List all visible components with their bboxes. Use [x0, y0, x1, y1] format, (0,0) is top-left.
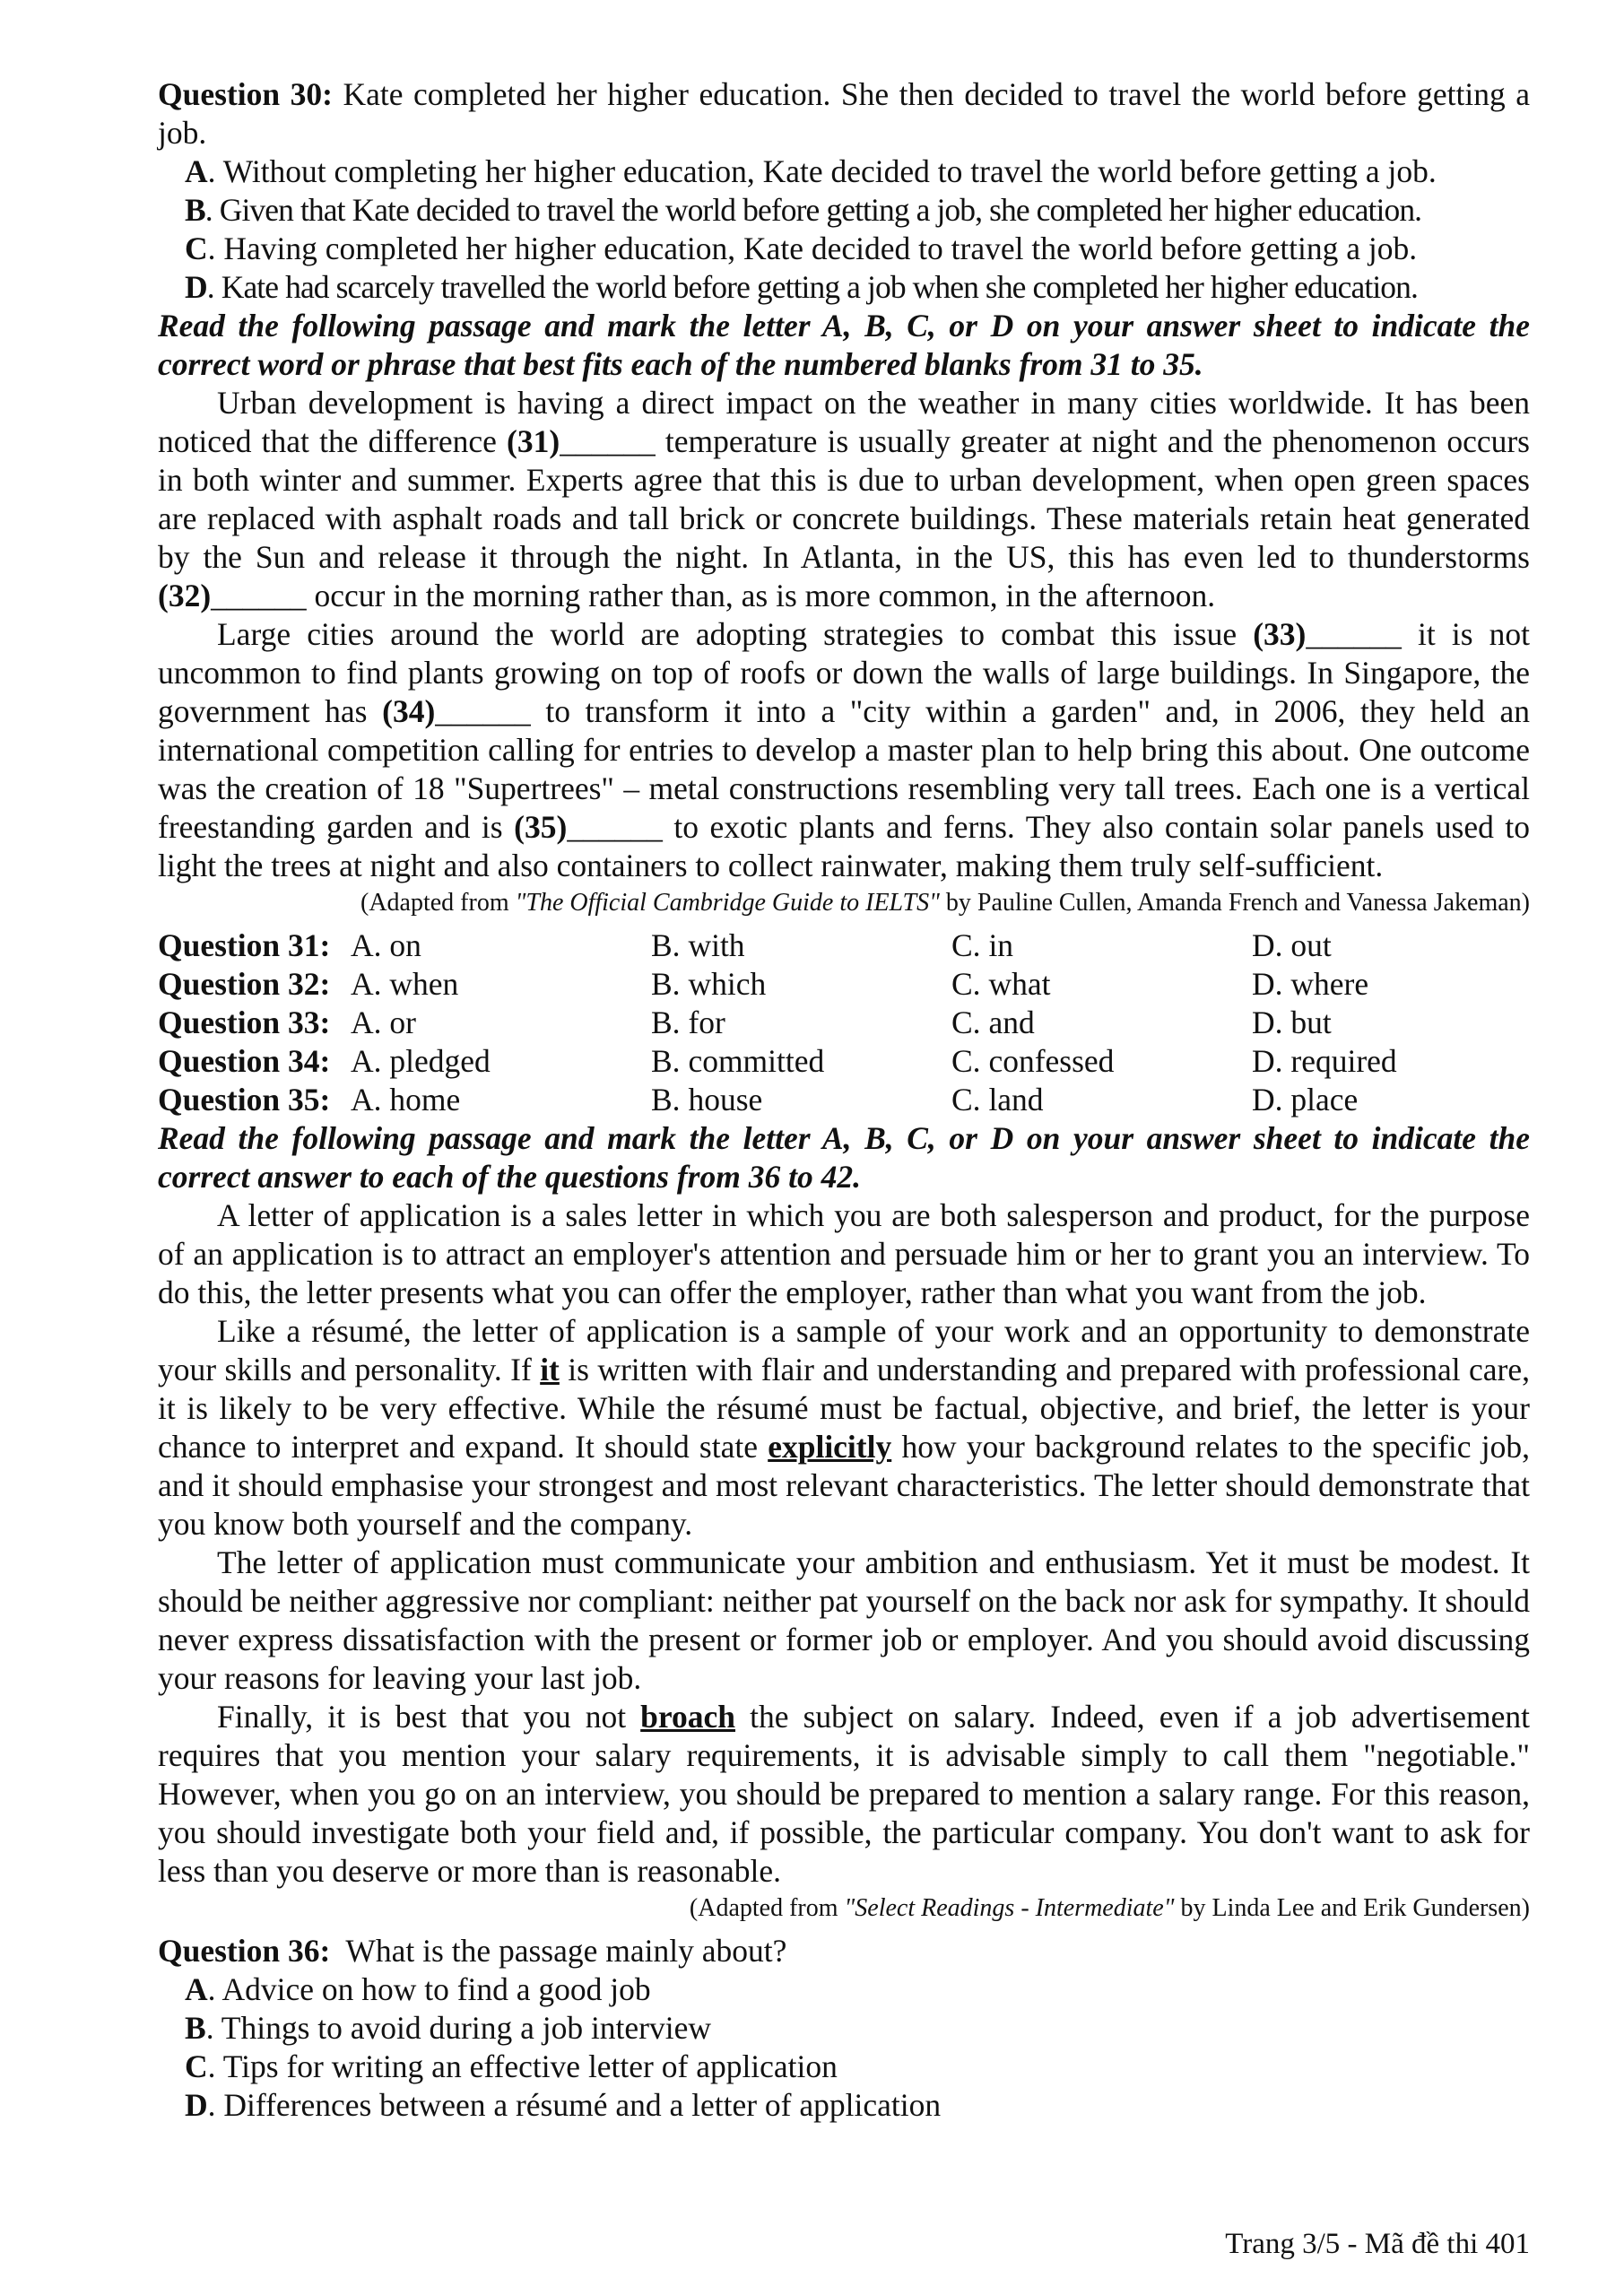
- blank-35: (35): [514, 809, 568, 845]
- keyword-it: it: [540, 1352, 560, 1387]
- question-36-option-d[interactable]: D. Differences between a résumé and a letter of application: [185, 2087, 942, 2123]
- blank-34: (34): [382, 693, 436, 729]
- question-34-row: Question 34: A. pledged B. committed C. confessed D. required: [158, 1042, 1530, 1081]
- question-36-stem: What is the passage mainly about?: [345, 1933, 787, 1969]
- question-30-option-a[interactable]: A. Without completing her higher education, Kate decided to travel the world before getting a job.: [185, 153, 1437, 189]
- passage-2-paragraph-1: A letter of application is a sales letter in which you are both salesperson and product, for the purpose of an application is to attract an employer's attention and persuade him or her to grant you an interview. To do this, the letter presents what you can offer the employer, rather than what you want from the job.: [158, 1197, 1530, 1310]
- question-36-option-b[interactable]: B. Things to avoid during a job interview: [185, 2010, 712, 2046]
- question-31-option-d[interactable]: D. out: [1252, 927, 1332, 963]
- question-36-option-c[interactable]: C. Tips for writing an effective letter of application: [185, 2048, 838, 2084]
- question-34-option-d[interactable]: D. required: [1252, 1043, 1397, 1079]
- passage-1-source: (Adapted from "The Official Cambridge Guide to IELTS" by Pauline Cullen, Amanda French and Vanessa Jakeman): [360, 889, 1530, 917]
- question-31-option-a[interactable]: A. on: [351, 927, 421, 963]
- question-33-row: Question 33: A. or B. for C. and D. but: [158, 1004, 1530, 1042]
- question-31-option-c[interactable]: C. in: [951, 927, 1014, 963]
- question-35-option-b[interactable]: B. house: [651, 1082, 763, 1118]
- question-30-stem: Kate completed her higher education. She then decided to travel the world before getting a job.: [158, 76, 1531, 151]
- passage-2-source: (Adapted from "Select Readings - Intermediate" by Linda Lee and Erik Gundersen): [689, 1894, 1530, 1922]
- keyword-explicitly: explicitly: [768, 1429, 892, 1465]
- passage-1-paragraph-2: Large cities around the world are adopting strategies to combat this issue (33)______ it is not uncommon to find plants growing on top of roofs or down the walls of large buildings. In Singapore, the government has (34)______ to transform it into a "city within a garden" and, in 2006, they held an international competition calling for entries to develop a master plan to help bring this about. One outcome was the creation of 18 "Supertrees" – metal constructions resembling very tall trees. Each one is a vertical freestanding garden and is (35)______ to exotic plants and ferns. They also contain solar panels used to light the trees at night and also containers to collect rainwater, making them truly self-sufficient.: [158, 616, 1531, 883]
- question-33-option-c[interactable]: C. and: [951, 1004, 1035, 1040]
- blank-31: (31): [507, 423, 560, 459]
- passage-2-paragraph-3: The letter of application must communicate your ambition and enthusiasm. Yet it must be modest. It should be neither aggressive nor compliant: neither pat yourself on the back nor ask for sympathy. It should never express dissatisfaction with the present or former job or employer. And you should avoid discussing your reasons for leaving your last job.: [158, 1544, 1530, 1696]
- question-33-option-d[interactable]: D. but: [1252, 1004, 1332, 1040]
- passage-2-paragraph-4: Finally, it is best that you not broach the subject on salary. Indeed, even if a job advertisement requires that you mention your salary requirements, it is advisable simply to call them "negotiable." However, when you go on an interview, you should be prepared to mention a salary range. For this reason, you should investigate both your field and, if possible, the particular company. You don't want to ask for less than you deserve or more than is reasonable.: [158, 1699, 1530, 1889]
- question-35-option-a[interactable]: A. home: [351, 1082, 461, 1118]
- question-35-option-d[interactable]: D. place: [1252, 1082, 1359, 1118]
- question-35-row: Question 35: A. home B. house C. land D. place: [158, 1081, 1530, 1119]
- section-2-instruction: Read the following passage and mark the letter A, B, C, or D on your answer sheet to indicate the correct answer to each of the questions from 36 to 42.: [158, 1120, 1530, 1195]
- question-34-option-a[interactable]: A. pledged: [351, 1043, 491, 1079]
- question-36-label: Question 36:: [158, 1933, 331, 1969]
- question-33-option-a[interactable]: A. or: [351, 1004, 416, 1040]
- question-36-option-a[interactable]: A. Advice on how to find a good job: [185, 1971, 651, 2007]
- question-32-option-b[interactable]: B. which: [651, 966, 767, 1002]
- exam-page: [158, 75, 1530, 2125]
- passage-2-paragraph-2: Like a résumé, the letter of application is a sample of your work and an opportunity to demonstrate your skills and personality. If it is written with flair and understanding and prepared with professional care, it is likely to be very effective. While the résumé must be factual, objective, and brief, the letter is your chance to interpret and expand. It should state explicitly how your background relates to the specific job, and it should emphasise your strongest and most relevant characteristics. The letter should demonstrate that you know both yourself and the company.: [158, 1313, 1531, 1542]
- question-32-option-c[interactable]: C. what: [951, 966, 1051, 1002]
- question-32-row: Question 32: A. when B. which C. what D. where: [158, 965, 1530, 1004]
- question-34-option-b[interactable]: B. committed: [651, 1043, 825, 1079]
- question-33-option-b[interactable]: B. for: [651, 1004, 725, 1040]
- question-30: [158, 75, 1530, 152]
- question-30-option-d[interactable]: D. Kate had scarcely travelled the world before getting a job when she completed her higher education.: [185, 269, 1418, 305]
- question-36: [158, 1932, 1530, 1970]
- question-32-option-a[interactable]: A. when: [351, 966, 459, 1002]
- question-32-option-d[interactable]: D. where: [1252, 966, 1369, 1002]
- question-34-option-c[interactable]: C. confessed: [951, 1043, 1115, 1079]
- section-1-instruction: Read the following passage and mark the letter A, B, C, or D on your answer sheet to indicate the correct word or phrase that best fits each of the numbered blanks from 31 to 35.: [158, 308, 1530, 382]
- blank-32: (32): [158, 578, 212, 613]
- blank-33: (33): [1253, 616, 1307, 652]
- question-31-option-b[interactable]: B. with: [651, 927, 745, 963]
- question-30-option-c[interactable]: C. Having completed her higher education, Kate decided to travel the world before getting a job.: [185, 230, 1418, 266]
- question-31-row: Question 31: A. on B. with C. in D. out: [158, 926, 1530, 965]
- keyword-broach: broach: [640, 1699, 736, 1735]
- passage-1-paragraph-1: Urban development is having a direct impact on the weather in many cities worldwide. It has been noticed that the difference (31)______ temperature is usually greater at night and the phenomenon occurs in both winter and summer. Experts agree that this is due to urban development, when open green spaces are replaced with asphalt roads and tall brick or concrete buildings. These materials retain heat generated by the Sun and release it through the night. In Atlanta, in the US, this has even led to thunderstorms (32)______ occur in the morning rather than, as is more common, in the afternoon.: [158, 385, 1530, 613]
- question-30-option-b[interactable]: B. Given that Kate decided to travel the world before getting a job, she completed her higher education.: [185, 192, 1422, 228]
- page-footer: Trang 3/5 - Mã đề thi 401: [1225, 2228, 1530, 2260]
- question-35-option-c[interactable]: C. land: [951, 1082, 1044, 1118]
- question-30-label: Question 30:: [158, 76, 333, 112]
